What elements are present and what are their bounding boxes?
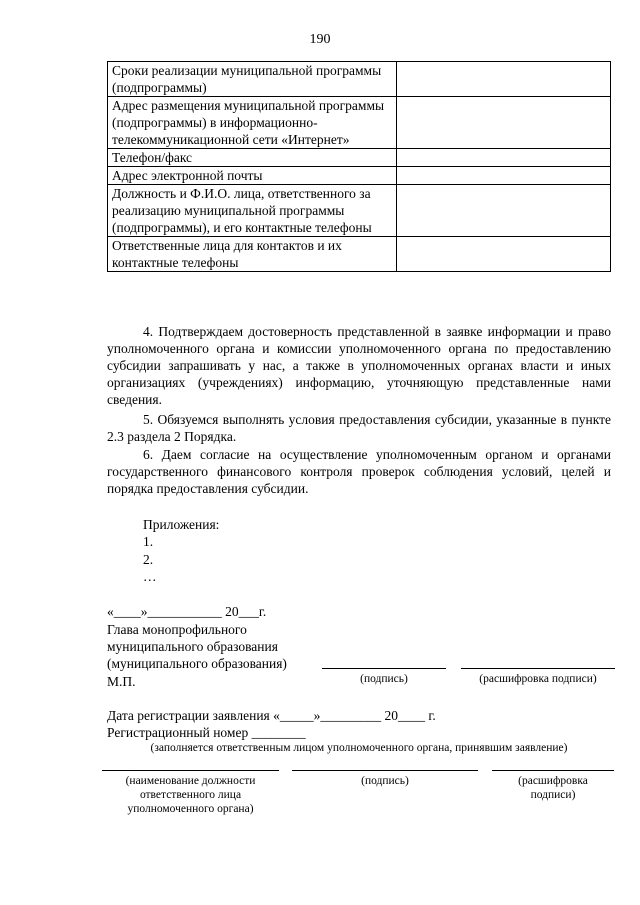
table-cell-label: Телефон/факс [108, 149, 397, 167]
registration-decoding-line[interactable] [492, 770, 614, 771]
stamp-label: М.П. [107, 674, 136, 689]
attachments-title: Приложения: [143, 517, 220, 532]
table-cell-value[interactable] [397, 185, 611, 237]
attachment-item: 1. [143, 534, 154, 549]
paragraph-4-text: 4. Подтверждаем достоверность представленной в заявке информации и право уполномоченного органа и комиссии уполномоченного органа по предоставлению субсидии запрашивать у нас, а также в уполномоченных органах власти и иных организациях (учреждениях) информацию, уточняющую представленные нами сведения. [107, 324, 611, 407]
attachment-item: … [143, 569, 157, 584]
table-cell-value[interactable] [397, 167, 611, 185]
table-row [108, 185, 611, 237]
head-title-line-1: Глава монопрофильного [107, 622, 247, 637]
registration-note: (заполняется ответственным лицом уполномоченного органа, принявшим заявление) [150, 742, 568, 754]
decoding-line[interactable] [461, 668, 615, 669]
signature-caption: (подпись) [360, 673, 408, 685]
paragraph-4 [107, 323, 611, 408]
decoding-caption: (расшифровка подписи) [479, 673, 597, 685]
table-cell-label: Должность и Ф.И.О. лица, ответственного за реализацию муниципальной программы (подпрограммы), и его контактные телефоны [108, 185, 397, 237]
position-line[interactable] [102, 770, 279, 771]
paragraph-5-text: 5. Обязуемся выполнять условия предоставления субсидии, указанные в пункте 2.3 раздела 2 Порядка. [107, 412, 611, 444]
table-row [108, 149, 611, 167]
registration-signature-caption: (подпись) [361, 775, 409, 787]
head-title-line-3: (муниципального образования) [107, 656, 287, 671]
table-cell-value[interactable] [397, 97, 611, 149]
page-number: 190 [309, 32, 331, 47]
registration-decoding-caption: (расшифровка подписи) [518, 775, 588, 801]
table-cell-value[interactable] [397, 237, 611, 272]
paragraph-6 [107, 446, 611, 497]
position-caption: (наименование должности ответственного лица уполномоченного органа) [125, 775, 256, 815]
registration-signature-line[interactable] [292, 770, 478, 771]
signature-line[interactable] [322, 668, 446, 669]
signature-date-line: «____»___________ 20___г. [107, 604, 267, 619]
attachment-item: 2. [143, 552, 154, 567]
table-row [108, 97, 611, 149]
table-row [108, 167, 611, 185]
table-cell-label: Ответственные лица для контактов и их контактные телефоны [108, 237, 397, 272]
table-cell-value[interactable] [397, 62, 611, 97]
table-row [108, 237, 611, 272]
info-table [107, 61, 611, 272]
table-cell-label: Сроки реализации муниципальной программы (подпрограммы) [108, 62, 397, 97]
table-cell-label: Адрес электронной почты [108, 167, 397, 185]
head-title-line-2: муниципального образования [107, 639, 278, 654]
table-cell-label: Адрес размещения муниципальной программы (подпрограммы) в информационно-телекоммуникационной сети «Интернет» [108, 97, 397, 149]
paragraph-5 [107, 411, 611, 445]
registration-date-line: Дата регистрации заявления «_____»_________ 20____ г. [107, 708, 436, 723]
table-row [108, 62, 611, 97]
registration-number-line: Регистрационный номер ________ [107, 725, 306, 740]
table-cell-value[interactable] [397, 149, 611, 167]
paragraph-6-text: 6. Даем согласие на осуществление уполномоченным органом и органами государственного финансового контроля проверок соблюдения условий, целей и порядка предоставления субсидии. [107, 447, 611, 496]
